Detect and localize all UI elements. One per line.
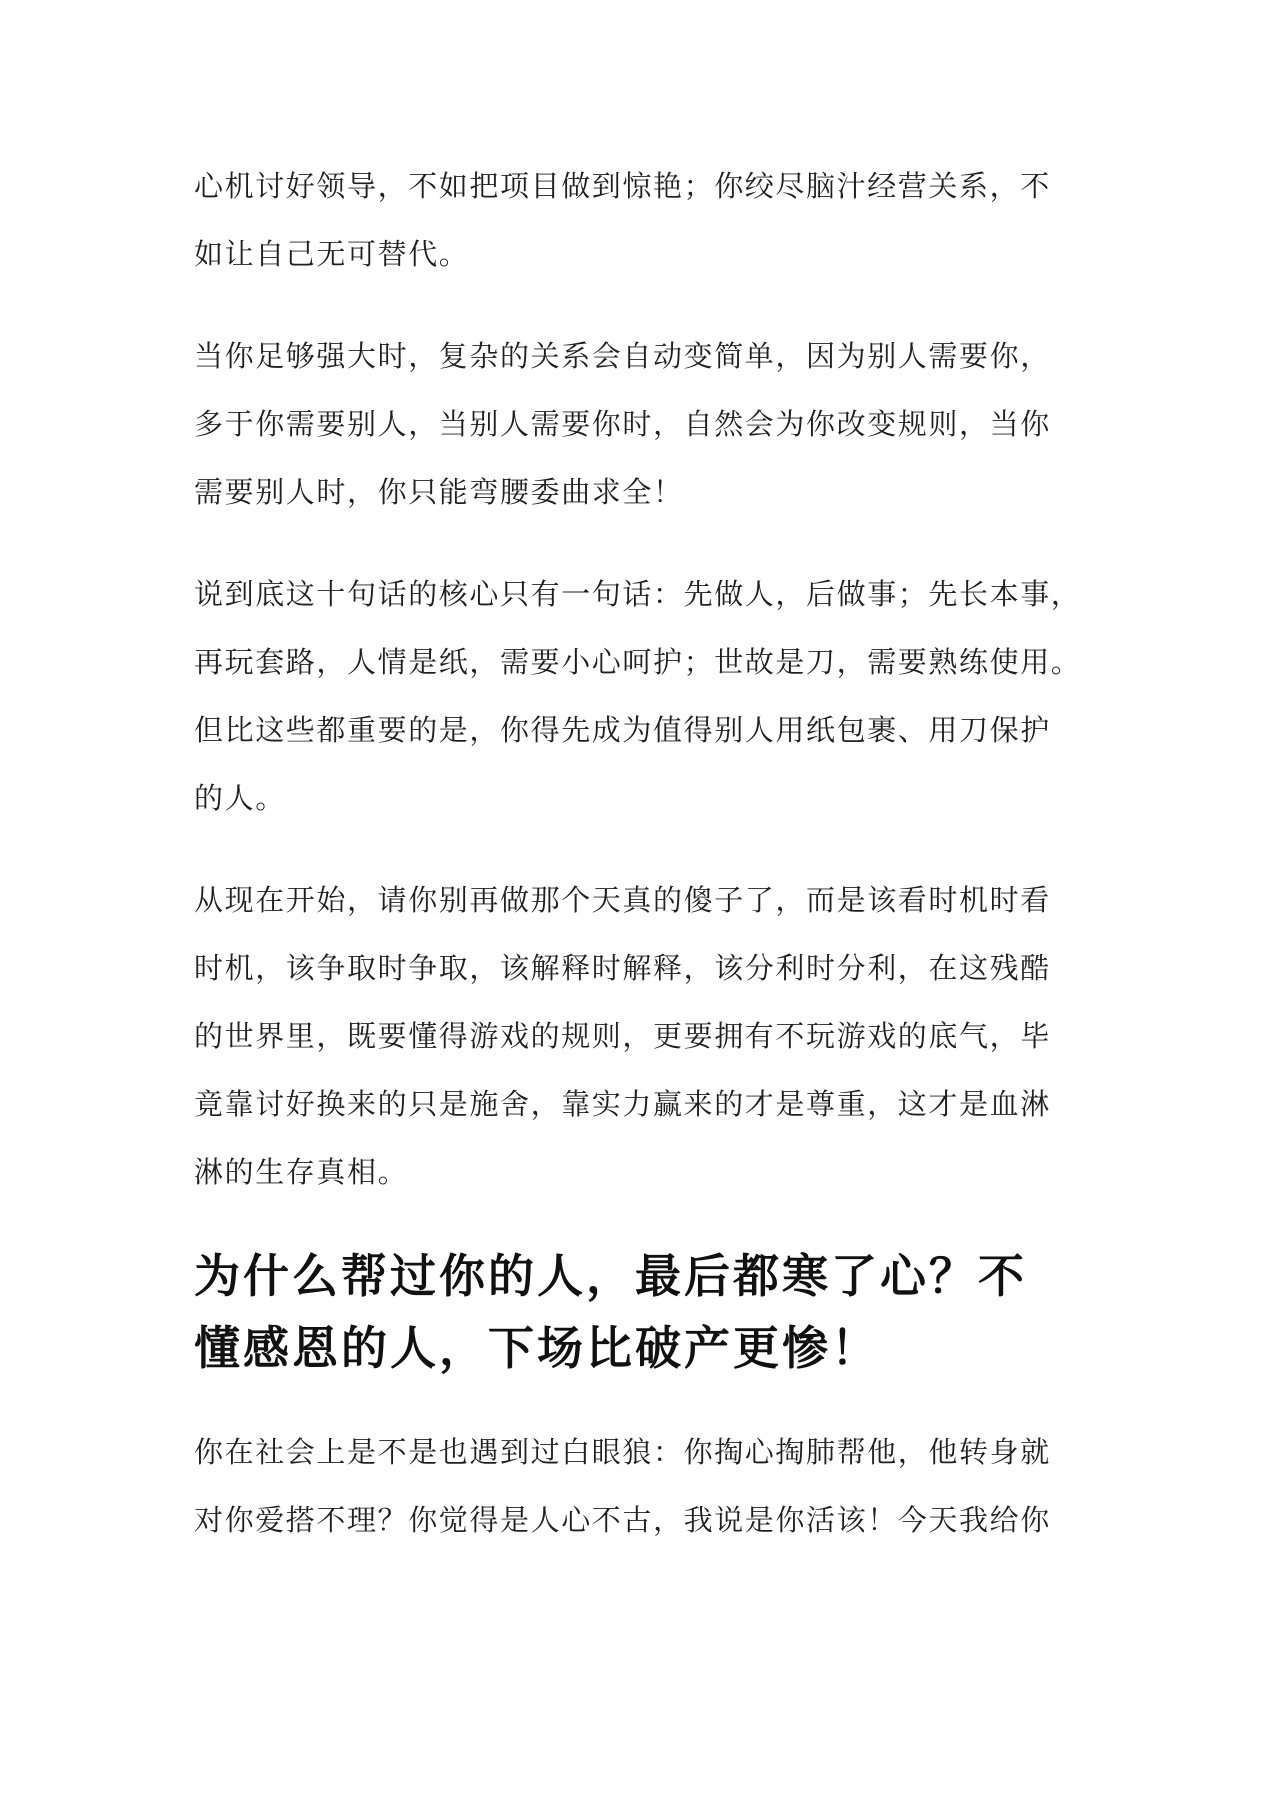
paragraph-line: 竟靠讨好换来的只是施舍，靠实力赢来的才是尊重，这才是血淋 (194, 1087, 1051, 1121)
paragraph-line: 如让自己无可替代。 (194, 237, 470, 271)
paragraph-line: 时机，该争取时争取，该解释时解释，该分利时分利，在这残酷 (194, 951, 1051, 985)
heading-line: 为什么帮过你的人，最后都寒了心？不 (194, 1249, 1027, 1303)
paragraph-line: 当你足够强大时，复杂的关系会自动变简单，因为别人需要你， (194, 339, 1051, 373)
article-body (194, 152, 1089, 1588)
paragraph-line: 的世界里，既要懂得游戏的规则，更要拥有不玩游戏的底气，毕 (194, 1019, 1051, 1053)
heading-line: 懂感恩的人，下场比破产更惨！ (194, 1321, 880, 1375)
paragraph-line: 再玩套路，人情是纸，需要小心呵护；世故是刀，需要熟练使用。 (194, 645, 1082, 679)
paragraph-line: 对你爱搭不理？你觉得是人心不古，我说是你活该！今天我给你 (194, 1503, 1051, 1537)
section-heading (194, 1240, 1089, 1384)
paragraph-line: 说到底这十句话的核心只有一句话：先做人，后做事；先长本事， (194, 577, 1082, 611)
paragraph-5 (194, 1418, 1089, 1554)
paragraph-line: 淋的生存真相。 (194, 1155, 409, 1189)
paragraph-line: 多于你需要别人，当别人需要你时，自然会为你改变规则，当你 (194, 407, 1051, 441)
paragraph-2 (194, 322, 1089, 526)
paragraph-3 (194, 560, 1089, 832)
paragraph-line: 从现在开始，请你别再做那个天真的傻子了，而是该看时机时看 (194, 883, 1051, 917)
paragraph-line: 但比这些都重要的是，你得先成为值得别人用纸包裹、用刀保护 (194, 713, 1051, 747)
paragraph-line: 的人。 (194, 781, 286, 815)
paragraph-4 (194, 866, 1089, 1206)
paragraph-line: 心机讨好领导，不如把项目做到惊艳；你绞尽脑汁经营关系，不 (194, 169, 1051, 203)
paragraph-line: 需要别人时，你只能弯腰委曲求全！ (194, 475, 684, 509)
paragraph-1 (194, 152, 1089, 288)
paragraph-line: 你在社会上是不是也遇到过白眼狼：你掏心掏肺帮他，他转身就 (194, 1435, 1051, 1469)
